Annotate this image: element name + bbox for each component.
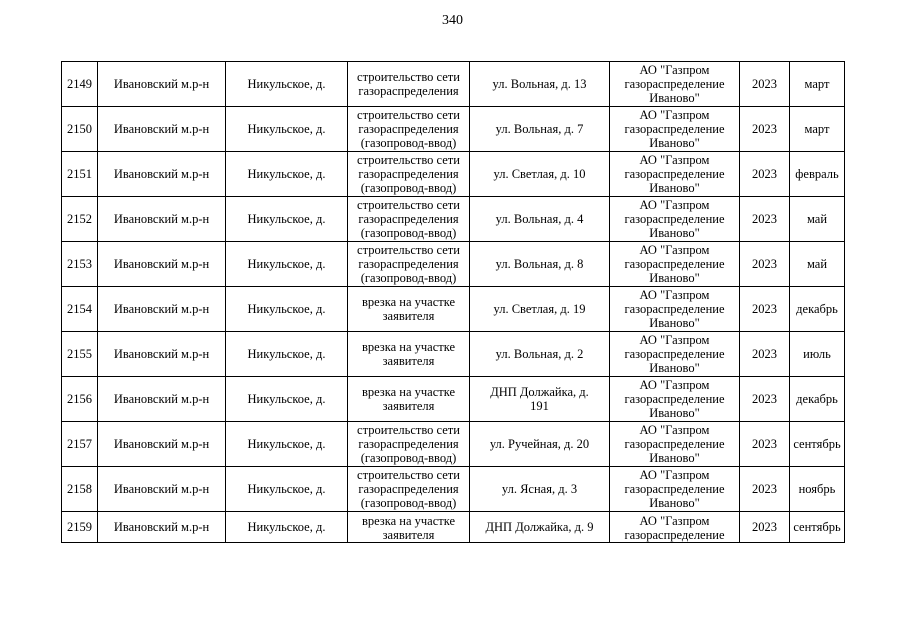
address-cell — [470, 287, 610, 332]
table-row — [62, 152, 845, 197]
settlement-cell: Никульское, д. — [226, 467, 348, 512]
address-cell — [470, 62, 610, 107]
district-cell: Ивановский м.р-н — [98, 377, 226, 422]
work-type-line: врезка на участке — [361, 385, 456, 399]
district-cell: Ивановский м.р-н — [98, 332, 226, 377]
address-line: ДНП Должайка, д. — [490, 385, 589, 399]
work-type-line: (газопровод-ввод) — [360, 136, 457, 150]
organization-line: газораспределение — [624, 257, 725, 271]
address-cell — [470, 107, 610, 152]
row-number-cell: 2157 — [62, 422, 98, 467]
work-type-cell — [348, 467, 470, 512]
organization-line: АО "Газпром — [639, 288, 710, 302]
address-line: ул. Вольная, д. 8 — [495, 257, 584, 271]
month-cell: декабрь — [790, 377, 845, 422]
work-type-line: строительство сети — [357, 108, 460, 122]
work-type-cell — [348, 107, 470, 152]
year-cell: 2023 — [740, 377, 790, 422]
address-line: 191 — [530, 399, 549, 413]
organization-line: газораспределение — [624, 437, 725, 451]
organization-cell — [610, 62, 740, 107]
work-type-cell — [348, 377, 470, 422]
organization-line: АО "Газпром — [639, 153, 710, 167]
year-cell: 2023 — [740, 467, 790, 512]
table-row — [62, 377, 845, 422]
year-cell: 2023 — [740, 512, 790, 543]
work-type-line: врезка на участке — [361, 340, 456, 354]
organization-cell — [610, 197, 740, 242]
address-cell — [470, 332, 610, 377]
work-type-line: врезка на участке — [361, 514, 456, 528]
work-type-line: заявителя — [382, 528, 435, 542]
district-cell: Ивановский м.р-н — [98, 242, 226, 287]
settlement-cell: Никульское, д. — [226, 332, 348, 377]
work-type-line: строительство сети — [357, 153, 460, 167]
year-cell: 2023 — [740, 197, 790, 242]
work-type-line: газораспределения — [358, 122, 459, 136]
work-type-line: газораспределения — [358, 482, 459, 496]
row-number-cell: 2159 — [62, 512, 98, 543]
district-cell: Ивановский м.р-н — [98, 107, 226, 152]
settlement-cell: Никульское, д. — [226, 377, 348, 422]
table-row — [62, 332, 845, 377]
address-cell — [470, 377, 610, 422]
work-type-line: строительство сети — [357, 70, 460, 84]
table-row — [62, 512, 845, 543]
settlement-cell: Никульское, д. — [226, 512, 348, 543]
organization-cell — [610, 287, 740, 332]
month-cell: ноябрь — [790, 467, 845, 512]
table-row — [62, 422, 845, 467]
address-cell — [470, 422, 610, 467]
organization-line: АО "Газпром — [639, 63, 710, 77]
organization-line: АО "Газпром — [639, 514, 710, 528]
organization-line: газораспределение — [624, 212, 725, 226]
address-line: ул. Вольная, д. 13 — [492, 77, 587, 91]
table-body — [62, 62, 845, 543]
organization-line: Иваново" — [649, 271, 700, 285]
organization-cell — [610, 107, 740, 152]
month-cell: февраль — [790, 152, 845, 197]
organization-line: Иваново" — [649, 406, 700, 420]
month-cell: март — [790, 107, 845, 152]
year-cell: 2023 — [740, 152, 790, 197]
organization-line: АО "Газпром — [639, 468, 710, 482]
organization-cell — [610, 152, 740, 197]
table-row — [62, 107, 845, 152]
settlement-cell: Никульское, д. — [226, 287, 348, 332]
row-number-cell: 2155 — [62, 332, 98, 377]
work-type-line: газораспределения — [358, 212, 459, 226]
work-type-line: газораспределения — [358, 167, 459, 181]
year-cell: 2023 — [740, 422, 790, 467]
district-cell: Ивановский м.р-н — [98, 62, 226, 107]
work-type-line: заявителя — [382, 309, 435, 323]
address-line: ул. Светлая, д. 10 — [493, 167, 586, 181]
year-cell: 2023 — [740, 332, 790, 377]
work-type-line: строительство сети — [357, 243, 460, 257]
row-number-cell: 2151 — [62, 152, 98, 197]
organization-line: газораспределение — [624, 77, 725, 91]
work-type-cell — [348, 152, 470, 197]
month-cell: май — [790, 242, 845, 287]
district-cell: Ивановский м.р-н — [98, 512, 226, 543]
organization-line: газораспределение — [624, 392, 725, 406]
work-type-line: заявителя — [382, 354, 435, 368]
address-line: ул. Ясная, д. 3 — [501, 482, 578, 496]
organization-line: Иваново" — [649, 496, 700, 510]
work-type-cell — [348, 197, 470, 242]
organization-line: Иваново" — [649, 136, 700, 150]
organization-line: газораспределение — [624, 302, 725, 316]
row-number-cell: 2158 — [62, 467, 98, 512]
month-cell: сентябрь — [790, 512, 845, 543]
organization-line: Иваново" — [649, 451, 700, 465]
work-type-line: газораспределения — [358, 437, 459, 451]
settlement-cell: Никульское, д. — [226, 107, 348, 152]
district-cell: Ивановский м.р-н — [98, 197, 226, 242]
year-cell: 2023 — [740, 107, 790, 152]
address-line: ул. Вольная, д. 4 — [495, 212, 584, 226]
organization-cell — [610, 467, 740, 512]
row-number-cell: 2149 — [62, 62, 98, 107]
work-type-line: (газопровод-ввод) — [360, 181, 457, 195]
address-cell — [470, 242, 610, 287]
address-line: ул. Ручейная, д. 20 — [489, 437, 590, 451]
organization-line: АО "Газпром — [639, 198, 710, 212]
address-cell — [470, 512, 610, 543]
organization-line: Иваново" — [649, 181, 700, 195]
work-type-cell — [348, 242, 470, 287]
page-number: 340 — [442, 13, 463, 28]
work-type-line: врезка на участке — [361, 295, 456, 309]
organization-line: газораспределение — [624, 347, 725, 361]
organization-cell — [610, 512, 740, 543]
work-type-line: заявителя — [382, 399, 435, 413]
work-type-line: строительство сети — [357, 423, 460, 437]
address-cell — [470, 197, 610, 242]
organization-line: Иваново" — [649, 361, 700, 375]
registry-table — [61, 61, 845, 543]
work-type-line: (газопровод-ввод) — [360, 451, 457, 465]
work-type-cell — [348, 512, 470, 543]
organization-line: АО "Газпром — [639, 333, 710, 347]
settlement-cell: Никульское, д. — [226, 197, 348, 242]
table-row — [62, 467, 845, 512]
month-cell: декабрь — [790, 287, 845, 332]
address-cell — [470, 467, 610, 512]
settlement-cell: Никульское, д. — [226, 152, 348, 197]
address-cell — [470, 152, 610, 197]
address-line: ул. Светлая, д. 19 — [493, 302, 586, 316]
work-type-cell — [348, 332, 470, 377]
organization-line: АО "Газпром — [639, 423, 710, 437]
organization-line: Иваново" — [649, 316, 700, 330]
work-type-line: газораспределения — [358, 257, 459, 271]
work-type-cell — [348, 62, 470, 107]
work-type-line: (газопровод-ввод) — [360, 271, 457, 285]
row-number-cell: 2150 — [62, 107, 98, 152]
row-number-cell: 2156 — [62, 377, 98, 422]
work-type-line: строительство сети — [357, 198, 460, 212]
organization-line: газораспределение — [624, 528, 725, 542]
organization-line: Иваново" — [649, 226, 700, 240]
organization-cell — [610, 332, 740, 377]
organization-cell — [610, 242, 740, 287]
month-cell: март — [790, 62, 845, 107]
year-cell: 2023 — [740, 287, 790, 332]
settlement-cell: Никульское, д. — [226, 62, 348, 107]
table-row — [62, 62, 845, 107]
work-type-line: (газопровод-ввод) — [360, 226, 457, 240]
table-row — [62, 197, 845, 242]
address-line: ул. Вольная, д. 7 — [495, 122, 584, 136]
district-cell: Ивановский м.р-н — [98, 467, 226, 512]
work-type-cell — [348, 422, 470, 467]
year-cell: 2023 — [740, 242, 790, 287]
work-type-line: строительство сети — [357, 468, 460, 482]
month-cell: сентябрь — [790, 422, 845, 467]
organization-line: АО "Газпром — [639, 378, 710, 392]
organization-cell — [610, 422, 740, 467]
month-cell: июль — [790, 332, 845, 377]
month-cell: май — [790, 197, 845, 242]
organization-line: газораспределение — [624, 482, 725, 496]
settlement-cell: Никульское, д. — [226, 242, 348, 287]
organization-line: АО "Газпром — [639, 108, 710, 122]
organization-line: Иваново" — [649, 91, 700, 105]
organization-line: АО "Газпром — [639, 243, 710, 257]
settlement-cell: Никульское, д. — [226, 422, 348, 467]
table-row — [62, 287, 845, 332]
row-number-cell: 2154 — [62, 287, 98, 332]
work-type-line: (газопровод-ввод) — [360, 496, 457, 510]
address-line: ДНП Должайка, д. 9 — [485, 520, 594, 534]
table-row — [62, 242, 845, 287]
address-line: ул. Вольная, д. 2 — [495, 347, 584, 361]
organization-line: газораспределение — [624, 122, 725, 136]
year-cell: 2023 — [740, 62, 790, 107]
district-cell: Ивановский м.р-н — [98, 422, 226, 467]
district-cell: Ивановский м.р-н — [98, 152, 226, 197]
organization-cell — [610, 377, 740, 422]
work-type-cell — [348, 287, 470, 332]
row-number-cell: 2152 — [62, 197, 98, 242]
row-number-cell: 2153 — [62, 242, 98, 287]
district-cell: Ивановский м.р-н — [98, 287, 226, 332]
organization-line: газораспределение — [624, 167, 725, 181]
work-type-line: газораспределения — [358, 84, 459, 98]
